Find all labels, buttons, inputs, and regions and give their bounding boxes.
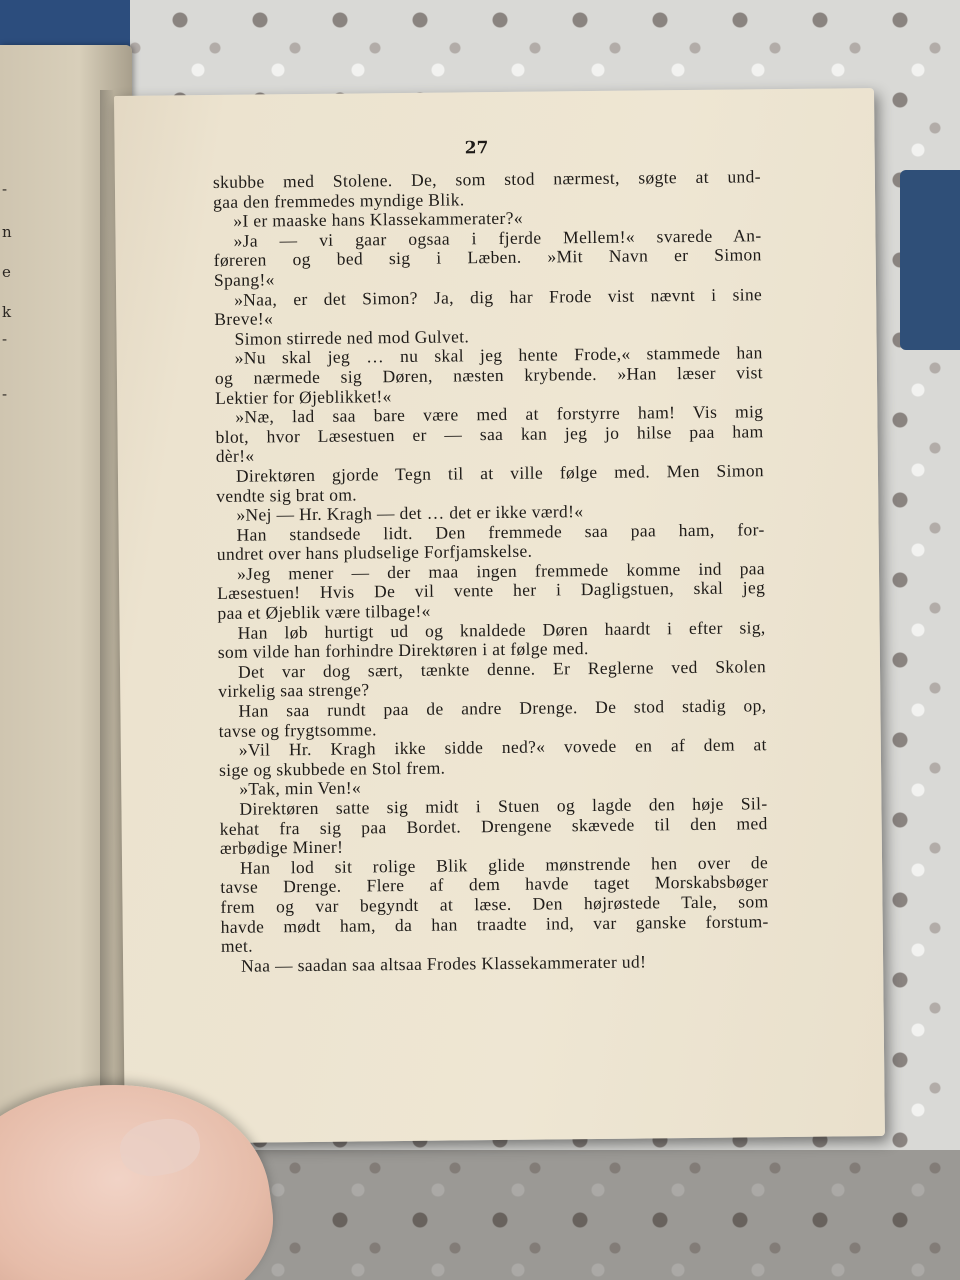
text-line: havde mødt ham, da han traadte ind, var ganske forstum- [220,910,769,937]
book-spine [100,90,114,1150]
text-line: vendte sig brat om. [216,483,358,506]
text-line: Læsestuen! Hvis De vil vente her i Dagligstuen, skal jeg [217,577,766,604]
text-line: Breve!« [214,308,274,330]
page-text [213,167,769,976]
left-margin-char: k [2,303,12,321]
text-line: dèr!« [215,445,255,467]
text-line: Han standsede lidt. Den fremmede saa paa ham, for- [236,518,765,545]
book-page [114,88,885,1144]
text-line: virkelig saa strenge? [218,679,370,702]
text-line: undret over hans pludselige Forfjamskelse. [216,540,533,565]
text-line: Simon stirrede ned mod Gulvet. [234,326,470,349]
text-line: Direktøren satte sig midt i Stuen og lagde den høje Sil- [239,793,768,819]
text-line: met. [220,935,254,957]
text-line: »Nu skal jeg … nu skal jeg hente Frode,« stammede han [234,342,763,369]
text-line: »I er maaske hans Klassekammerater?« [233,207,523,231]
text-line: og nærmede sig Døren, næsten krybende. »Han læser vist [214,362,764,388]
text-line: Det var dog sært, tænkte denne. Er Reglerne ved Skolen [237,656,767,682]
text-line: »Jeg mener — der maa ingen fremmede komme ind paa [236,558,766,584]
left-margin-char: - [2,385,8,403]
text-line: Han løb hurtigt ud og knaldede Døren haardt i efter sig, [237,616,766,643]
text-line: blot, hvor Læsestuen er — saa kan jeg jo hilse paa ham [215,420,764,447]
text-line: Han saa rundt paa de andre Drenge. De stod stadig op, [238,695,767,721]
text-line: »Tak, min Ven!« [239,777,362,800]
text-line: paa et Øjeblik være tilbage!« [217,600,431,624]
left-margin-char: n [2,223,12,241]
text-line: »Naa, er det Simon? Ja, dig har Frode vist nævnt i sine [234,283,763,310]
text-line: Direktøren gjorde Tegn til at ville følge med. Men Simon [235,460,765,486]
text-line: »Nej — Hr. Kragh — det … det er ikke værd!« [236,501,584,525]
text-line: »Næ, lad saa bare være med at forstyrre ham! Vis mig [235,401,764,427]
text-line: Spang!« [213,269,275,290]
text-line: »Ja — vi gaar ogsaa i fjerde Mellem!« svarede An- [233,225,762,251]
page-number: 27 [464,138,489,159]
left-margin-char: e [2,263,11,281]
left-margin-char: - [2,180,8,198]
text-line: føreren og bed sig i Læben. »Mit Navn er Simon [213,244,762,271]
text-line: som vilde han forhindre Direktøren i at følge med. [217,638,589,663]
text-line: skubbe med Stolene. De, som stod nærmest, søgte at und- [212,166,761,192]
text-line: ærbødige Miner! [219,836,344,859]
text-line: sige og skubbede en Stol frem. [218,757,446,780]
text-line: tavse og frygtsomme. [218,718,377,741]
text-line: Han lod sit rolige Blik glide mønstrende hen over de [239,851,769,878]
text-line: gaa den fremmedes myndige Blik. [213,188,465,212]
background-book-cover-right [900,170,960,350]
text-line: frem og var begyndt at læse. Den højrøstede Tale, som [220,891,769,917]
text-line: Naa — saadan saa altsaa Frodes Klassekammerater ud! [241,951,647,976]
text-line: »Vil Hr. Kragh ikke sidde ned?« vovede en af dem at [238,734,767,760]
text-line: kehat fra sig paa Bordet. Drengene skævede til den med [219,812,768,839]
left-margin-char: - [2,330,8,348]
text-line: tavse Drenge. Flere af dem havde taget Morskabsbøger [220,871,769,898]
text-line: Lektier for Øjeblikket!« [215,385,392,408]
